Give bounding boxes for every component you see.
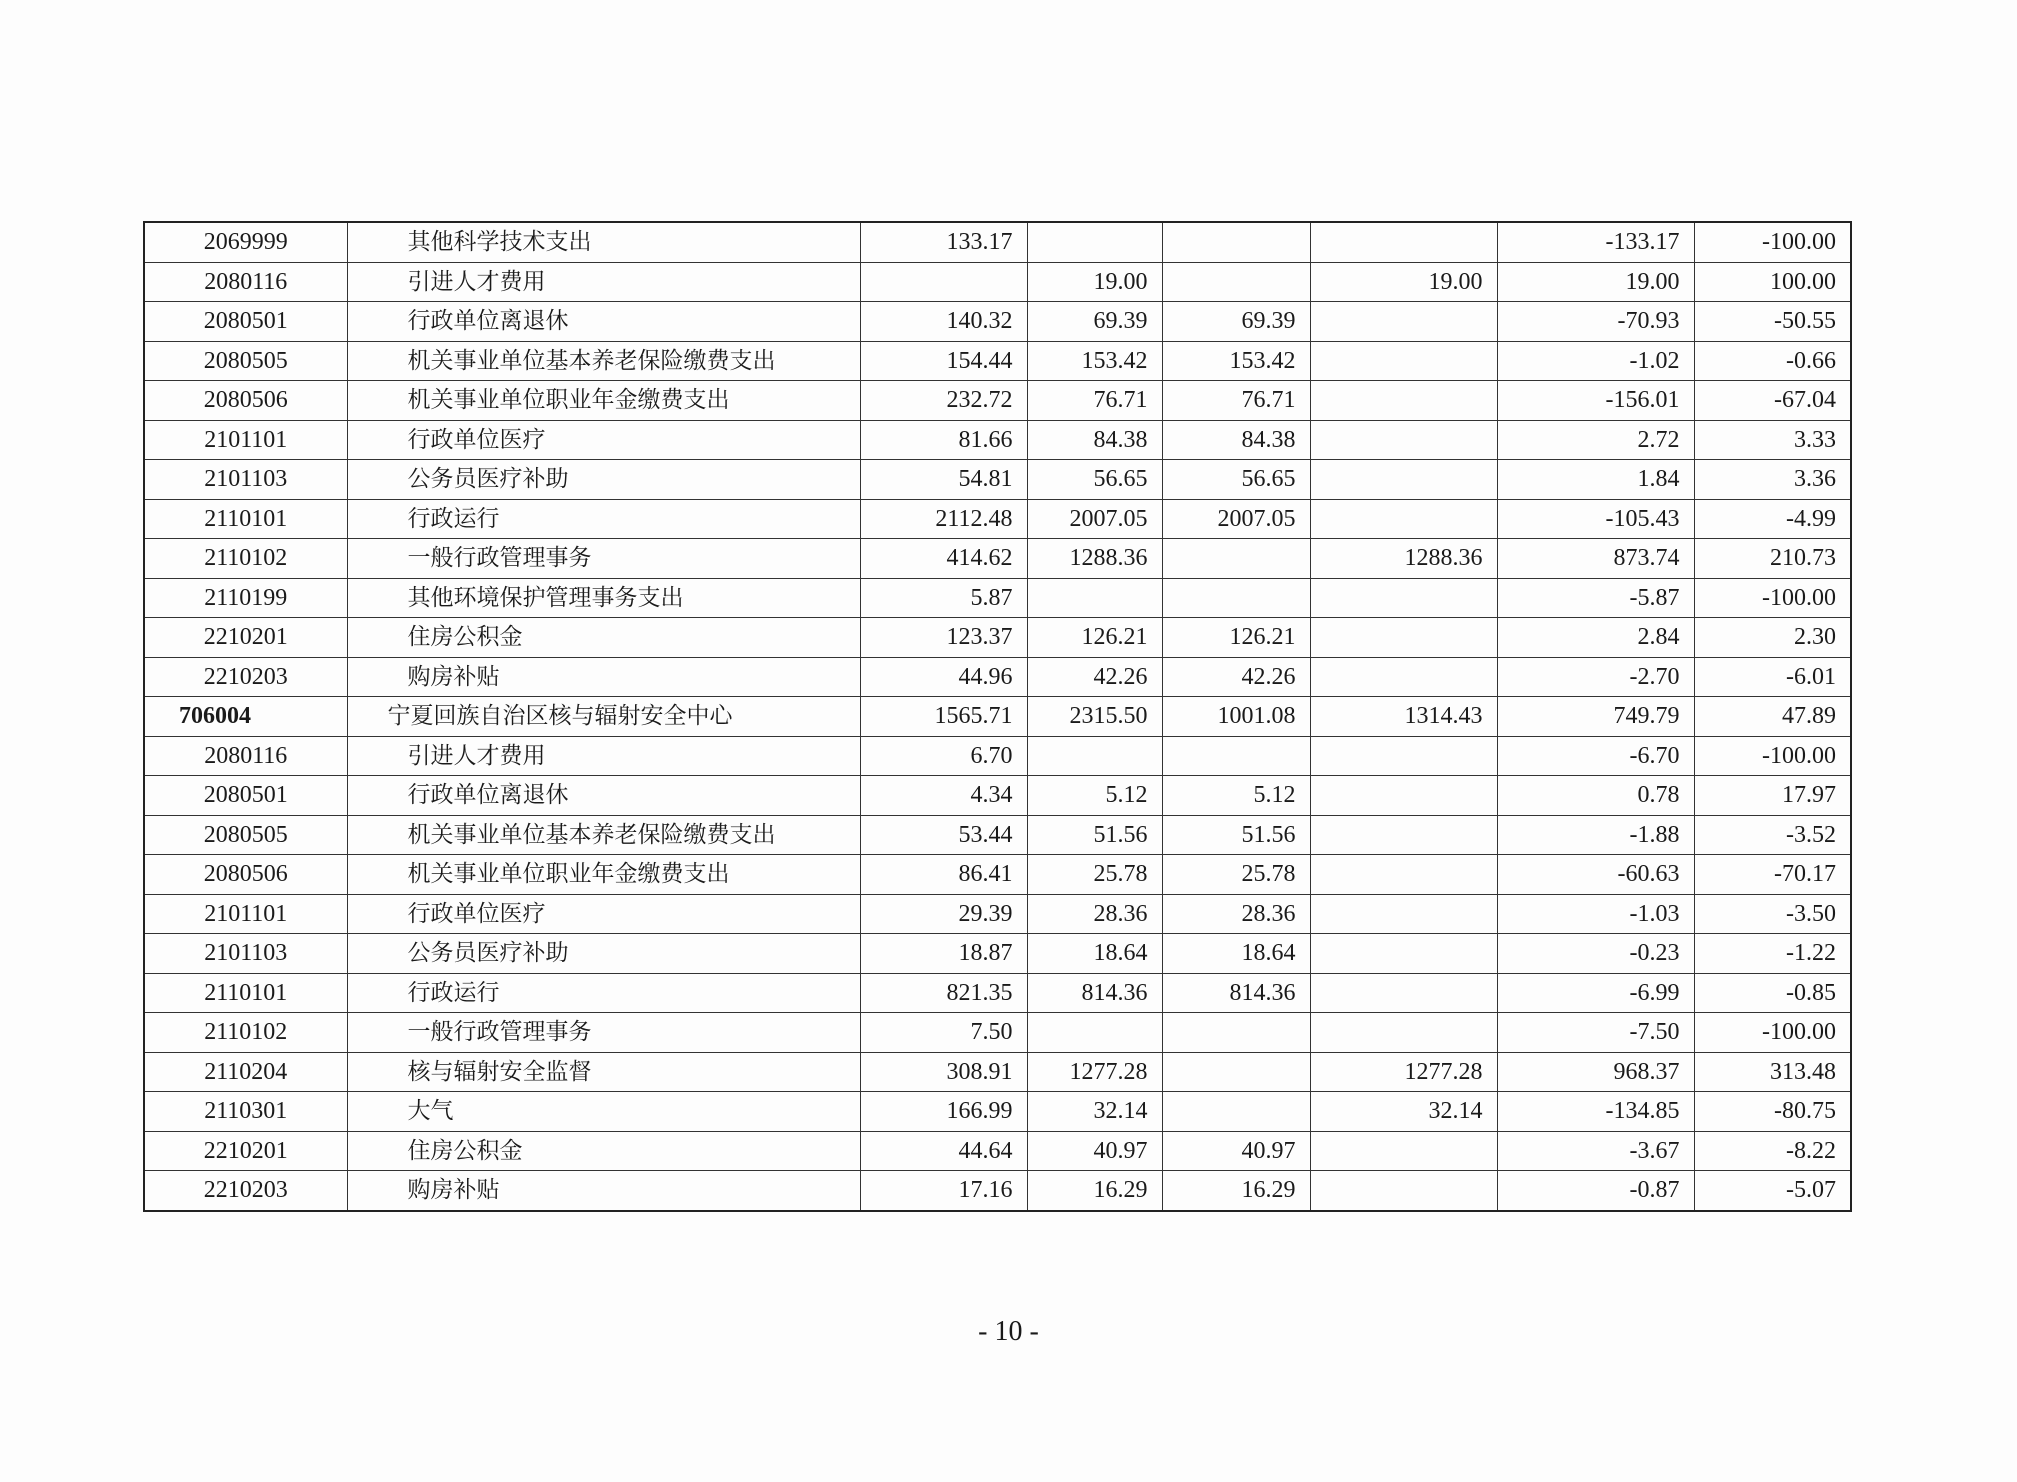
value-cell-3: 42.26: [1162, 657, 1310, 697]
code-cell: 2080506: [144, 855, 347, 895]
code-cell: 2110301: [144, 1092, 347, 1132]
value-cell-4: [1310, 420, 1497, 460]
name-cell: 行政运行: [347, 499, 860, 539]
value-cell-4: 1314.43: [1310, 697, 1497, 737]
value-cell-1: 154.44: [860, 341, 1027, 381]
value-cell-4: [1310, 973, 1497, 1013]
value-cell-3: 814.36: [1162, 973, 1310, 1013]
value-cell-5: -134.85: [1497, 1092, 1694, 1132]
name-cell: 机关事业单位职业年金缴费支出: [347, 855, 860, 895]
value-cell-1: 5.87: [860, 578, 1027, 618]
code-cell: 2110102: [144, 539, 347, 579]
code-cell: 2110101: [144, 499, 347, 539]
name-cell: 一般行政管理事务: [347, 539, 860, 579]
value-cell-5: -133.17: [1497, 222, 1694, 262]
value-cell-3: [1162, 1013, 1310, 1053]
table-row: [144, 855, 1851, 895]
value-cell-6: -4.99: [1694, 499, 1851, 539]
value-cell-6: -50.55: [1694, 302, 1851, 342]
value-cell-3: [1162, 1092, 1310, 1132]
value-cell-1: 86.41: [860, 855, 1027, 895]
value-cell-6: 3.33: [1694, 420, 1851, 460]
value-cell-1: 44.64: [860, 1131, 1027, 1171]
code-cell: 2101101: [144, 420, 347, 460]
name-cell: 行政单位离退休: [347, 302, 860, 342]
table-row: [144, 460, 1851, 500]
name-cell: 核与辐射安全监督: [347, 1052, 860, 1092]
value-cell-1: 2112.48: [860, 499, 1027, 539]
table-row: [144, 578, 1851, 618]
value-cell-1: [860, 262, 1027, 302]
table-row: [144, 420, 1851, 460]
value-cell-2: 56.65: [1027, 460, 1162, 500]
code-cell: 2080501: [144, 776, 347, 816]
value-cell-2: 28.36: [1027, 894, 1162, 934]
value-cell-6: 47.89: [1694, 697, 1851, 737]
value-cell-2: 42.26: [1027, 657, 1162, 697]
name-cell: 机关事业单位职业年金缴费支出: [347, 381, 860, 421]
value-cell-4: [1310, 381, 1497, 421]
name-cell: 引进人才费用: [347, 736, 860, 776]
value-cell-4: [1310, 736, 1497, 776]
code-cell: 2210203: [144, 657, 347, 697]
value-cell-2: 16.29: [1027, 1171, 1162, 1211]
name-cell: 一般行政管理事务: [347, 1013, 860, 1053]
value-cell-1: 54.81: [860, 460, 1027, 500]
code-cell: 2080505: [144, 341, 347, 381]
value-cell-3: 18.64: [1162, 934, 1310, 974]
name-cell: 行政运行: [347, 973, 860, 1013]
value-cell-3: 16.29: [1162, 1171, 1310, 1211]
value-cell-6: -6.01: [1694, 657, 1851, 697]
value-cell-1: 29.39: [860, 894, 1027, 934]
value-cell-4: [1310, 934, 1497, 974]
value-cell-6: -100.00: [1694, 1013, 1851, 1053]
value-cell-5: -6.99: [1497, 973, 1694, 1013]
value-cell-3: 40.97: [1162, 1131, 1310, 1171]
value-cell-5: -7.50: [1497, 1013, 1694, 1053]
value-cell-5: -156.01: [1497, 381, 1694, 421]
name-cell: 购房补贴: [347, 1171, 860, 1211]
value-cell-2: [1027, 736, 1162, 776]
value-cell-2: 814.36: [1027, 973, 1162, 1013]
value-cell-4: [1310, 1131, 1497, 1171]
table-row: [144, 973, 1851, 1013]
value-cell-1: 6.70: [860, 736, 1027, 776]
name-cell: 其他环境保护管理事务支出: [347, 578, 860, 618]
value-cell-5: -60.63: [1497, 855, 1694, 895]
value-cell-4: [1310, 578, 1497, 618]
value-cell-6: -5.07: [1694, 1171, 1851, 1211]
table-row: [144, 1052, 1851, 1092]
value-cell-4: [1310, 341, 1497, 381]
value-cell-3: 69.39: [1162, 302, 1310, 342]
table-row: [144, 776, 1851, 816]
value-cell-2: 1288.36: [1027, 539, 1162, 579]
value-cell-5: 2.72: [1497, 420, 1694, 460]
value-cell-5: -0.87: [1497, 1171, 1694, 1211]
code-cell: 2101101: [144, 894, 347, 934]
name-cell: 其他科学技术支出: [347, 222, 860, 262]
value-cell-2: 126.21: [1027, 618, 1162, 658]
name-cell: 购房补贴: [347, 657, 860, 697]
name-cell: 大气: [347, 1092, 860, 1132]
value-cell-3: 5.12: [1162, 776, 1310, 816]
value-cell-4: [1310, 222, 1497, 262]
value-cell-5: 19.00: [1497, 262, 1694, 302]
code-cell: 2210203: [144, 1171, 347, 1211]
name-cell: 机关事业单位基本养老保险缴费支出: [347, 341, 860, 381]
value-cell-2: 76.71: [1027, 381, 1162, 421]
value-cell-5: -105.43: [1497, 499, 1694, 539]
value-cell-3: 76.71: [1162, 381, 1310, 421]
value-cell-2: 2315.50: [1027, 697, 1162, 737]
value-cell-1: 123.37: [860, 618, 1027, 658]
name-cell: 机关事业单位基本养老保险缴费支出: [347, 815, 860, 855]
table-row: [144, 1171, 1851, 1211]
value-cell-1: 53.44: [860, 815, 1027, 855]
value-cell-6: 210.73: [1694, 539, 1851, 579]
value-cell-5: 968.37: [1497, 1052, 1694, 1092]
value-cell-6: -70.17: [1694, 855, 1851, 895]
name-cell: 引进人才费用: [347, 262, 860, 302]
value-cell-3: 51.56: [1162, 815, 1310, 855]
value-cell-6: -67.04: [1694, 381, 1851, 421]
value-cell-3: 84.38: [1162, 420, 1310, 460]
table-row: [144, 618, 1851, 658]
value-cell-1: 17.16: [860, 1171, 1027, 1211]
value-cell-4: [1310, 776, 1497, 816]
value-cell-6: -0.85: [1694, 973, 1851, 1013]
value-cell-3: [1162, 262, 1310, 302]
value-cell-6: -3.50: [1694, 894, 1851, 934]
value-cell-1: 81.66: [860, 420, 1027, 460]
value-cell-2: [1027, 222, 1162, 262]
value-cell-1: 821.35: [860, 973, 1027, 1013]
value-cell-5: -0.23: [1497, 934, 1694, 974]
table-row: [144, 1131, 1851, 1171]
value-cell-5: -2.70: [1497, 657, 1694, 697]
table-row: [144, 815, 1851, 855]
table-row: [144, 381, 1851, 421]
code-cell: 2069999: [144, 222, 347, 262]
value-cell-1: 44.96: [860, 657, 1027, 697]
value-cell-6: -80.75: [1694, 1092, 1851, 1132]
value-cell-6: -3.52: [1694, 815, 1851, 855]
value-cell-6: 3.36: [1694, 460, 1851, 500]
code-cell: 2080116: [144, 736, 347, 776]
table-row-organization: [144, 697, 1851, 737]
value-cell-4: [1310, 894, 1497, 934]
code-cell: 2110102: [144, 1013, 347, 1053]
value-cell-3: 28.36: [1162, 894, 1310, 934]
code-cell: 2110199: [144, 578, 347, 618]
value-cell-2: 153.42: [1027, 341, 1162, 381]
code-cell: 2210201: [144, 618, 347, 658]
value-cell-6: 100.00: [1694, 262, 1851, 302]
table-row: [144, 262, 1851, 302]
value-cell-4: [1310, 499, 1497, 539]
name-cell: 住房公积金: [347, 618, 860, 658]
value-cell-1: 1565.71: [860, 697, 1027, 737]
value-cell-3: 25.78: [1162, 855, 1310, 895]
value-cell-3: [1162, 1052, 1310, 1092]
value-cell-5: 2.84: [1497, 618, 1694, 658]
value-cell-1: 133.17: [860, 222, 1027, 262]
value-cell-2: 2007.05: [1027, 499, 1162, 539]
value-cell-4: 1277.28: [1310, 1052, 1497, 1092]
code-cell: 2080116: [144, 262, 347, 302]
value-cell-4: [1310, 460, 1497, 500]
code-cell: 2110101: [144, 973, 347, 1013]
value-cell-5: -6.70: [1497, 736, 1694, 776]
name-cell: 住房公积金: [347, 1131, 860, 1171]
code-cell: 2080505: [144, 815, 347, 855]
value-cell-2: [1027, 578, 1162, 618]
name-cell: 公务员医疗补助: [347, 460, 860, 500]
value-cell-3: [1162, 539, 1310, 579]
value-cell-2: 25.78: [1027, 855, 1162, 895]
value-cell-6: 2.30: [1694, 618, 1851, 658]
value-cell-3: [1162, 736, 1310, 776]
code-cell: 2101103: [144, 934, 347, 974]
value-cell-6: -100.00: [1694, 736, 1851, 776]
table-row: [144, 1013, 1851, 1053]
value-cell-6: -0.66: [1694, 341, 1851, 381]
name-cell: 宁夏回族自治区核与辐射安全中心: [347, 697, 860, 737]
value-cell-4: [1310, 1171, 1497, 1211]
value-cell-5: 0.78: [1497, 776, 1694, 816]
table-row: [144, 657, 1851, 697]
value-cell-2: 84.38: [1027, 420, 1162, 460]
value-cell-4: [1310, 815, 1497, 855]
value-cell-6: -1.22: [1694, 934, 1851, 974]
table-body: [144, 222, 1851, 1211]
value-cell-5: -3.67: [1497, 1131, 1694, 1171]
value-cell-3: 56.65: [1162, 460, 1310, 500]
table-row: [144, 539, 1851, 579]
value-cell-2: 32.14: [1027, 1092, 1162, 1132]
name-cell: 行政单位医疗: [347, 894, 860, 934]
value-cell-4: [1310, 657, 1497, 697]
value-cell-2: 40.97: [1027, 1131, 1162, 1171]
code-cell: 2080506: [144, 381, 347, 421]
budget-table: [143, 221, 1852, 1212]
value-cell-3: 2007.05: [1162, 499, 1310, 539]
value-cell-2: [1027, 1013, 1162, 1053]
value-cell-6: -100.00: [1694, 222, 1851, 262]
value-cell-3: 153.42: [1162, 341, 1310, 381]
name-cell: 行政单位离退休: [347, 776, 860, 816]
value-cell-5: -1.03: [1497, 894, 1694, 934]
code-cell: 2110204: [144, 1052, 347, 1092]
value-cell-1: 308.91: [860, 1052, 1027, 1092]
value-cell-1: 140.32: [860, 302, 1027, 342]
value-cell-2: 19.00: [1027, 262, 1162, 302]
value-cell-6: -8.22: [1694, 1131, 1851, 1171]
value-cell-4: [1310, 618, 1497, 658]
table-row: [144, 222, 1851, 262]
value-cell-6: 313.48: [1694, 1052, 1851, 1092]
code-cell: 2101103: [144, 460, 347, 500]
page-number: - 10 -: [978, 1316, 1039, 1347]
value-cell-5: -5.87: [1497, 578, 1694, 618]
value-cell-4: [1310, 302, 1497, 342]
value-cell-2: 69.39: [1027, 302, 1162, 342]
value-cell-2: 1277.28: [1027, 1052, 1162, 1092]
value-cell-2: 18.64: [1027, 934, 1162, 974]
value-cell-1: 166.99: [860, 1092, 1027, 1132]
code-cell: 706004: [144, 697, 347, 737]
value-cell-5: 749.79: [1497, 697, 1694, 737]
value-cell-1: 232.72: [860, 381, 1027, 421]
table-row: [144, 934, 1851, 974]
code-cell: 2080501: [144, 302, 347, 342]
table-row: [144, 1092, 1851, 1132]
table-row: [144, 499, 1851, 539]
value-cell-6: -100.00: [1694, 578, 1851, 618]
name-cell: 行政单位医疗: [347, 420, 860, 460]
value-cell-5: -1.88: [1497, 815, 1694, 855]
value-cell-1: 18.87: [860, 934, 1027, 974]
value-cell-3: 126.21: [1162, 618, 1310, 658]
value-cell-3: [1162, 578, 1310, 618]
table-row: [144, 302, 1851, 342]
value-cell-3: [1162, 222, 1310, 262]
value-cell-3: 1001.08: [1162, 697, 1310, 737]
value-cell-1: 7.50: [860, 1013, 1027, 1053]
value-cell-2: 5.12: [1027, 776, 1162, 816]
value-cell-2: 51.56: [1027, 815, 1162, 855]
value-cell-4: 32.14: [1310, 1092, 1497, 1132]
table-row: [144, 736, 1851, 776]
name-cell: 公务员医疗补助: [347, 934, 860, 974]
table-row: [144, 341, 1851, 381]
value-cell-6: 17.97: [1694, 776, 1851, 816]
value-cell-5: 1.84: [1497, 460, 1694, 500]
value-cell-5: 873.74: [1497, 539, 1694, 579]
table-row: [144, 894, 1851, 934]
value-cell-4: 1288.36: [1310, 539, 1497, 579]
value-cell-5: -70.93: [1497, 302, 1694, 342]
value-cell-4: 19.00: [1310, 262, 1497, 302]
code-cell: 2210201: [144, 1131, 347, 1171]
value-cell-1: 4.34: [860, 776, 1027, 816]
value-cell-5: -1.02: [1497, 341, 1694, 381]
value-cell-4: [1310, 1013, 1497, 1053]
value-cell-4: [1310, 855, 1497, 895]
value-cell-1: 414.62: [860, 539, 1027, 579]
